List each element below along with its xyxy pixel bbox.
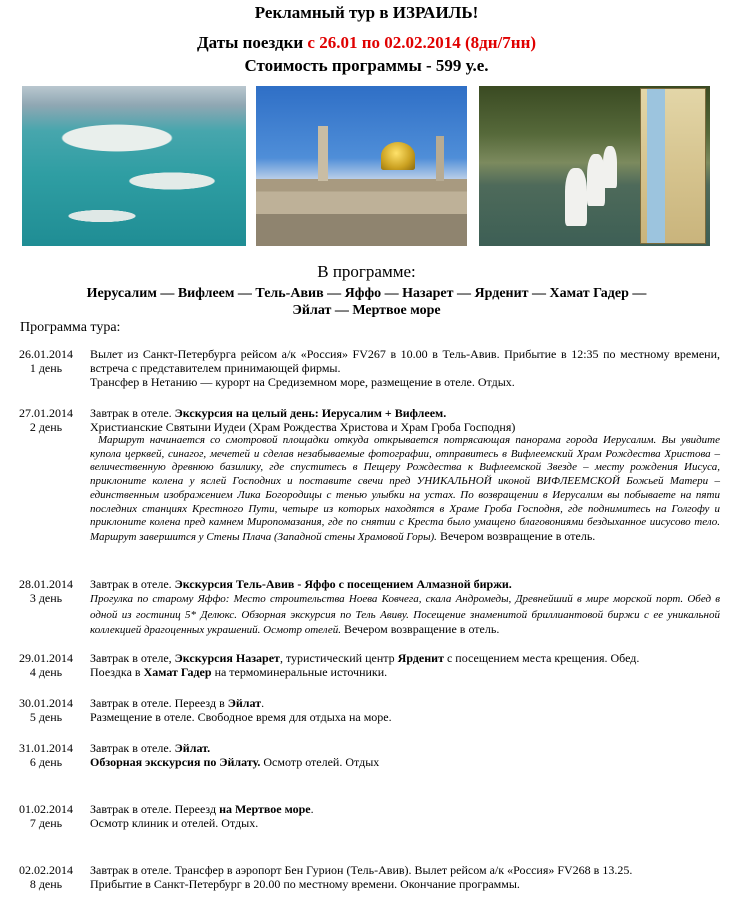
route-line-1: Иерусалим — Вифлеем — Тель-Авив — Яффо — Назарет — Ярденит — Хамат Гадер — — [86, 286, 647, 301]
day-8-body: Завтрак в отеле. Трансфер в аэропорт Бен Гурион (Тель-Авив). Вылет рейсом а/к «Россия» FV268 в 13.25. Прибытие в Санкт-Петербург в 20.00 по местному времени. Окончание программы. — [90, 863, 633, 891]
tour-dates — [0, 33, 733, 53]
route-line-2: Эйлат — Мертвое море — [292, 303, 441, 318]
page-title: Рекламный тур в ИЗРАИЛЬ! — [254, 3, 479, 22]
golden-dome-shape — [381, 142, 415, 170]
day-3-body: Завтрак в отеле. Экскурсия Тель-Авив - Яффо с посещением Алмазной биржи. Прогулка по старому Яффо: Место строительства Ноева Ковчега, скала Андромеды, Древнейший в мире морской порт. Обед в одной из гостиниц 5* Делюкс. Обзорная экскурсия по Тель Авиву. Посещение знаменитой бриллиантовой биржи с ее уникальной коллекцией драгоценных украшений. Осмотр отелей. Вечером возвращение в отель. — [90, 577, 720, 637]
day-3-date: 28.01.2014 3 день — [19, 577, 73, 605]
day-7-body: Завтрак в отеле. Переезд на Мертвое море. Осмотр клиник и отелей. Отдых. — [90, 802, 314, 830]
jordan-baptism-map-photo — [479, 86, 710, 246]
dead-sea-salt-photo — [22, 86, 246, 246]
day-6-date: 31.01.2014 6 день — [19, 741, 73, 769]
program-heading: В программе: — [317, 262, 416, 281]
pilgrim-figure — [603, 146, 617, 188]
day-1-date: 26.01.2014 1 день — [19, 347, 73, 375]
day-5-date: 30.01.2014 5 день — [19, 696, 73, 724]
pilgrim-figure — [565, 168, 587, 226]
minaret-shape — [318, 126, 328, 181]
tower-shape — [436, 136, 444, 181]
day-2-date: 27.01.2014 2 день — [19, 406, 73, 434]
day-1-body: Вылет из Санкт-Петербурга рейсом а/к «Россия» FV267 в 10.00 в Тель-Авив. Прибытие в 12:35 по местному времени, встреча с представителем принимающей фирмы. Трансфер в Нетанию — курорт на Средиземном море, размещение в отеле. Отдых. — [90, 347, 720, 389]
dates-prefix: Даты поездки — [196, 33, 304, 52]
day-4-date: 29.01.2014 4 день — [19, 651, 73, 679]
day-4-body: Завтрак в отеле, Экскурсия Назарет, туристический центр Ярденит с посещением места крещения. Обед. Поездка в Хамат Гадер на термоминеральные источники. — [90, 651, 640, 679]
dates-range: с 26.01 по 02.02.2014 (8дн/7нн) — [303, 33, 537, 52]
day-6-body: Завтрак в отеле. Эйлат. Обзорная экскурсия по Эйлату. Осмотр отелей. Отдых — [90, 741, 380, 769]
tour-program-label: Программа тура: — [20, 320, 121, 335]
jerusalem-dome-photo — [256, 86, 467, 246]
day-3-description: Прогулка по старому Яффо: Место строительства Ноева Ковчега, скала Андромеды, Древнейший в мире морской порт. Обед в одной из гостиниц 5* Делюкс. Обзорная экскурсия по Тель Авиву. Посещение знаменитой бриллиантовой биржи с ее уникальной коллекцией драгоценных украшений. Осмотр отелей. Вечером возвращение в отель. — [90, 593, 720, 637]
day-2-description: Маршрут начинается со смотровой площадки откуда открывается потрясающая панорама города Иерусалим. Вы увидите купола церквей, синагог, мечетей и сделав незабываемые фотографии, отправитесь в Вифлеемский Храм Рождества Христова – величественную древнюю базилику, где спуститесь в Пещеру Рождества к Вифлеемской Звезде – месту рождения Иисуса, приклоните колена у яслей Господних и поставите свечи пред УНИКАЛЬНОЙ иконой ВИФЛЕЕМСКОЙ Божьей Матери – единственным изображением Лика Богородицы с тенью улыбки на устах. По возвращении в Иерусалим вы побываете на пяти последних станциях Крестного Пути, четыре из которых находятся в Храме Гроба Господня, где поднимитесь на Голгофу и приклоните колена пред камнем Миропомазания, где по снятии с Креста было умащено благовониями бездыханное иисусово тело. Маршрут завершится у Стены Плача (Западной стены Храмовой Горы). Вечером возвращение в отель. — [90, 434, 720, 543]
day-2-body: Завтрак в отеле. Экскурсия на целый день: Иерусалим + Вифлеем. Христианские Святыни Иудеи (Храм Рождества Христова и Храм Гроба Господня) Маршрут начинается со смотровой площадки откуда открывается потрясающая панорама города Иерусалим. Вы увидите купола церквей, синагог, мечетей и сделав незабываемые фотографии, отправитесь в Вифлеемский Храм Рождества Христова – величественную древнюю базилику, где спуститесь в Пещеру Рождества к Вифлеемской Звезде – месту рождения Иисуса, приклоните колена у яслей Господних и поставите свечи пред УНИКАЛЬНОЙ иконой ВИФЛЕЕМСКОЙ Божьей Матери – единственным изображением Лика Богородицы с тенью улыбки на устах. По возвращении в Иерусалим вы побываете на пяти последних станциях Крестного Пути, четыре из которых находятся в Храме Гроба Господня, где поднимитесь на Голгофу и приклоните колена пред камнем Миропомазания, где по снятии с Креста было умащено благовониями бездыханное иисусово тело. Маршрут завершится у Стены Плача (Западной стены Храмовой Горы). Вечером возвращение в отель. — [90, 406, 720, 543]
tour-price: Стоимость программы - 599 у.е. — [244, 56, 489, 75]
day-7-date: 01.02.2014 7 день — [19, 802, 73, 830]
israel-map-inset — [640, 88, 706, 244]
day-8-date: 02.02.2014 8 день — [19, 863, 73, 891]
day-5-body: Завтрак в отеле. Переезд в Эйлат. Размещение в отеле. Свободное время для отдыха на море. — [90, 696, 392, 724]
program-route — [30, 285, 703, 319]
